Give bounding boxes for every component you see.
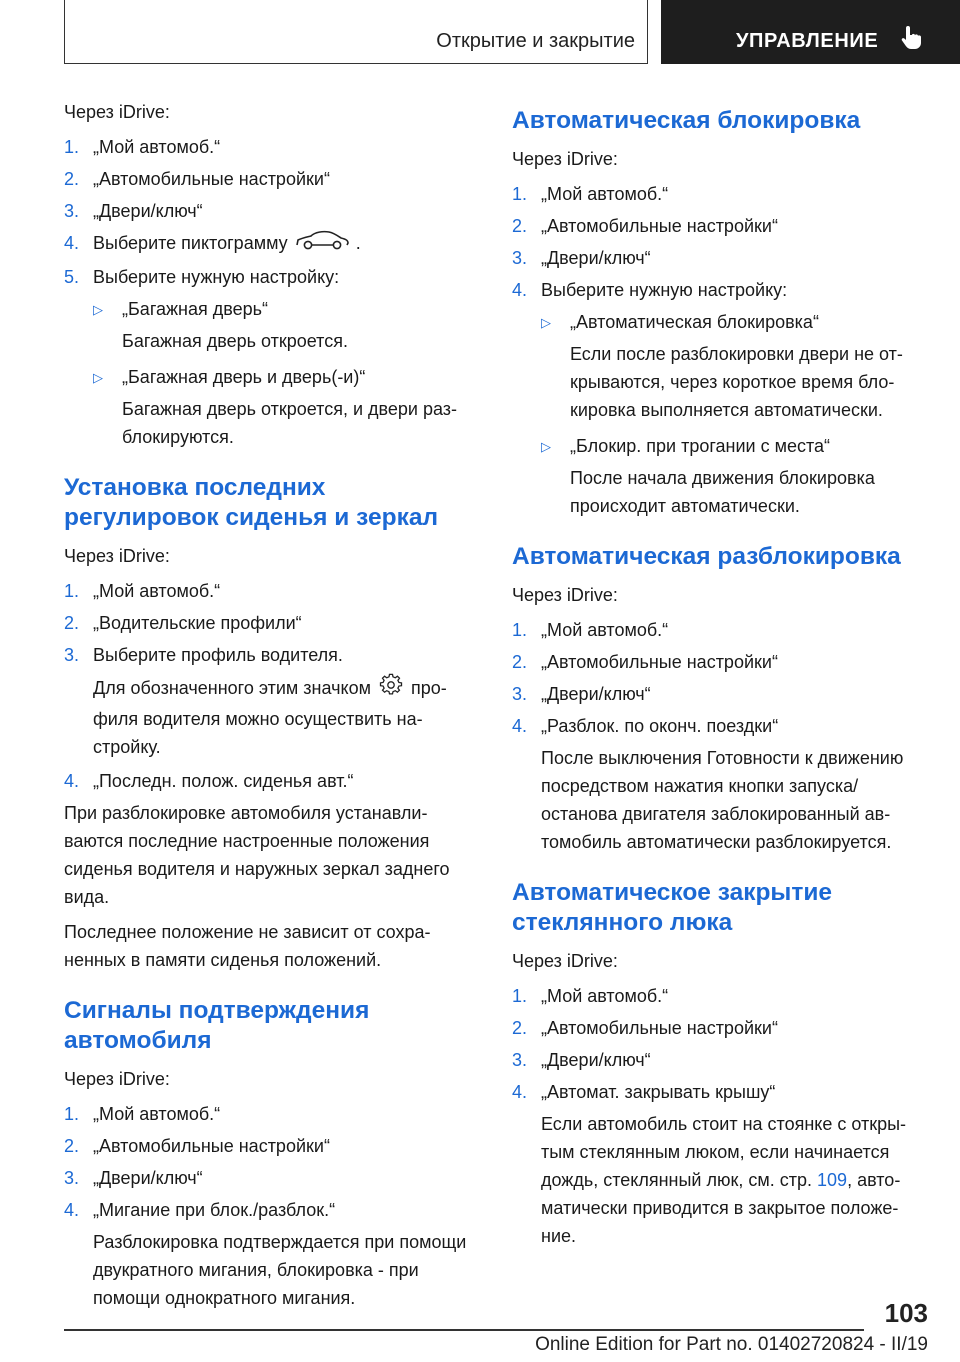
list-item: [64, 1132, 476, 1160]
step-number: 1.: [64, 137, 80, 157]
option-label: „Багажная дверь и дверь(-и)“: [122, 367, 366, 388]
step-number: 3.: [512, 1050, 528, 1070]
step-number: 3.: [64, 201, 80, 221]
list-item: [64, 577, 476, 605]
section-title: Открытие и закрытие: [436, 30, 635, 52]
step-text: „Разблок. по оконч. поездки“: [541, 716, 779, 736]
list-item: [64, 263, 476, 291]
step-number: 4.: [512, 716, 528, 736]
option-label: „Автоматическая блокировка“: [570, 312, 819, 332]
step-text: „Мой автомоб.“: [93, 581, 221, 602]
list-item: [64, 641, 476, 669]
step-number: 1.: [512, 986, 528, 1006]
step-number: 5.: [64, 267, 80, 288]
footer-divider: [64, 1329, 864, 1331]
note-text-end: профиля водителя можно осуществить настройку.: [93, 678, 447, 758]
step-text: Выберите нужную настройку:: [541, 280, 788, 300]
section-header-box: [64, 0, 648, 64]
page-number: 103: [884, 1298, 928, 1328]
step-number: 4.: [64, 1200, 80, 1221]
list-item: [64, 165, 476, 193]
list-item: [512, 1014, 924, 1042]
option-note: Багажная дверь откроется.: [122, 331, 348, 352]
section-heading: Установка последних регулировок сиденья и зеркал: [64, 474, 439, 532]
step-number: 1.: [512, 184, 528, 204]
list-item: [512, 276, 924, 304]
step-number: 2.: [64, 613, 80, 634]
step-text: „Автомобильные настройки“: [93, 169, 330, 189]
list-item: [512, 1046, 924, 1074]
triangle-bullet-icon: ▷: [93, 302, 103, 318]
step-text: „Последн. полож. сиденья авт.“: [93, 771, 354, 792]
option-note: После начала движения блокировка происходит автоматически.: [570, 468, 875, 516]
step-number: 1.: [512, 620, 528, 640]
step-text: „Автомат. закрывать крышу“: [541, 1082, 776, 1102]
step-number: 4.: [512, 1082, 528, 1102]
step-text: „Автомобильные настройки“: [541, 652, 778, 672]
paragraph: Последнее положение не зависит от сохраненных в памяти сиденья положений.: [64, 922, 431, 971]
list-item: [512, 180, 924, 208]
step-number: 2.: [512, 1018, 528, 1038]
list-item: [512, 616, 924, 644]
step-number: 4.: [512, 280, 528, 300]
step-number: 2.: [512, 652, 528, 672]
step-text: „Мой автомоб.“: [541, 986, 669, 1006]
step-number: 4.: [64, 771, 80, 792]
step-number: 1.: [64, 581, 80, 602]
step-text: „Мой автомоб.“: [541, 620, 669, 640]
step-text: „Двери/ключ“: [541, 248, 651, 268]
list-item: [512, 982, 924, 1010]
list-item: [512, 680, 924, 708]
list-item: [512, 212, 924, 240]
intro-text: Через iDrive:: [512, 585, 618, 605]
step-note: [64, 673, 476, 761]
step-number: 2.: [64, 1136, 80, 1157]
section-heading: Автоматическая блокировка: [512, 107, 861, 134]
note-text: Для обозначенного этим значком: [93, 678, 371, 698]
step-text: „Мой автомоб.“: [541, 184, 669, 204]
triangle-bullet-icon: ▷: [93, 370, 103, 386]
step-note: Разблокировка подтверждается при помощи двукратного мигания, блокировка - при помощи однократного мигания.: [93, 1232, 467, 1309]
option-item: [64, 363, 476, 391]
list-item: [64, 1196, 476, 1224]
intro-text: Через iDrive:: [64, 546, 170, 567]
step-number: 3.: [512, 248, 528, 268]
step-text: Выберите пиктограмму: [93, 233, 288, 253]
step-text: Выберите нужную настройку:: [93, 267, 340, 288]
step-text: „Мой автомоб.“: [93, 137, 221, 157]
list-item: [64, 609, 476, 637]
option-item: [64, 295, 476, 323]
step-text: „Мой автомоб.“: [93, 1104, 221, 1125]
step-text: „Мигание при блок./разблок.“: [93, 1200, 336, 1221]
step-text: „Двери/ключ“: [541, 1050, 651, 1070]
intro-text: Через iDrive:: [64, 1069, 170, 1090]
step-number: 3.: [64, 645, 80, 666]
step-number: 1.: [64, 1104, 80, 1125]
triangle-bullet-icon: ▷: [541, 315, 551, 330]
step-text: „Автомобильные настройки“: [541, 216, 778, 236]
section-heading: Сигналы подтверждения автомобиля: [64, 997, 370, 1055]
option-item: [512, 308, 924, 336]
intro-text: Через iDrive:: [64, 102, 170, 122]
step-number: 2.: [512, 216, 528, 236]
step-number: 2.: [64, 169, 80, 189]
pointing-hand-icon: [899, 24, 925, 55]
list-item: [64, 1100, 476, 1128]
list-item: [64, 133, 476, 161]
left-column: [64, 98, 476, 1318]
step-number: 3.: [64, 1168, 80, 1189]
list-item: [512, 244, 924, 272]
step-text-end: .: [355, 233, 361, 253]
triangle-bullet-icon: ▷: [541, 439, 551, 454]
step-text: „Водительские профили“: [93, 613, 302, 634]
step-note: После выключения Готовности к движению посредством нажатия кнопки запуска/ останова двигателя заблокированный автомобиль автоматически разблокируется.: [541, 748, 904, 852]
chapter-title: УПРАВЛЕНИЕ: [736, 30, 879, 52]
list-item: [64, 1164, 476, 1192]
intro-text: Через iDrive:: [512, 951, 618, 971]
list-item: [512, 648, 924, 676]
step-text: „Двери/ключ“: [541, 684, 651, 704]
car-icon: [293, 229, 351, 259]
step-text: „Двери/ключ“: [93, 1168, 203, 1189]
section-heading: Автоматическое закрытие стеклянного люка: [512, 879, 833, 936]
option-label: „Блокир. при трогании с места“: [570, 436, 831, 456]
list-item: [64, 229, 476, 259]
intro-text: Через iDrive:: [512, 149, 618, 169]
right-column: [512, 98, 924, 1256]
step-note: [512, 1110, 924, 1250]
gear-icon: [376, 673, 406, 705]
option-label: „Багажная дверь“: [122, 299, 268, 320]
list-item: [512, 712, 924, 740]
step-text: „Двери/ключ“: [93, 201, 203, 221]
edition-text: Online Edition for Part no. 01402720824 - II/19: [535, 1334, 928, 1355]
step-text: „Автомобильные настройки“: [93, 1136, 330, 1157]
chapter-header-box: [661, 0, 960, 64]
option-note: Если после разблокировки двери не открываются, через короткое время блокировка выполняется автоматически.: [570, 344, 903, 420]
step-text: Выберите профиль водителя.: [93, 645, 343, 666]
step-text: „Автомобильные настройки“: [541, 1018, 778, 1038]
step-number: 3.: [512, 684, 528, 704]
option-note: Багажная дверь откроется, и двери разблокируются.: [122, 399, 458, 448]
list-item: [64, 197, 476, 225]
page-reference-link[interactable]: 109: [817, 1170, 848, 1190]
option-item: [512, 432, 924, 460]
note-text-end: , автоматически приводится в закрытое положение.: [541, 1170, 901, 1246]
list-item: [512, 1078, 924, 1106]
step-number: 4.: [64, 233, 80, 253]
section-heading: Автоматическая разблокировка: [512, 543, 901, 570]
paragraph: При разблокировке автомобиля устанавливаются последние настроенные положения сиденья водителя и наружных зеркал заднего вида.: [64, 803, 450, 908]
list-item: [64, 767, 476, 795]
note-text: Если автомобиль стоит на стоянке с открытым стеклянным люком, если начинается дождь, стеклянный люк, см. стр.: [541, 1114, 907, 1190]
